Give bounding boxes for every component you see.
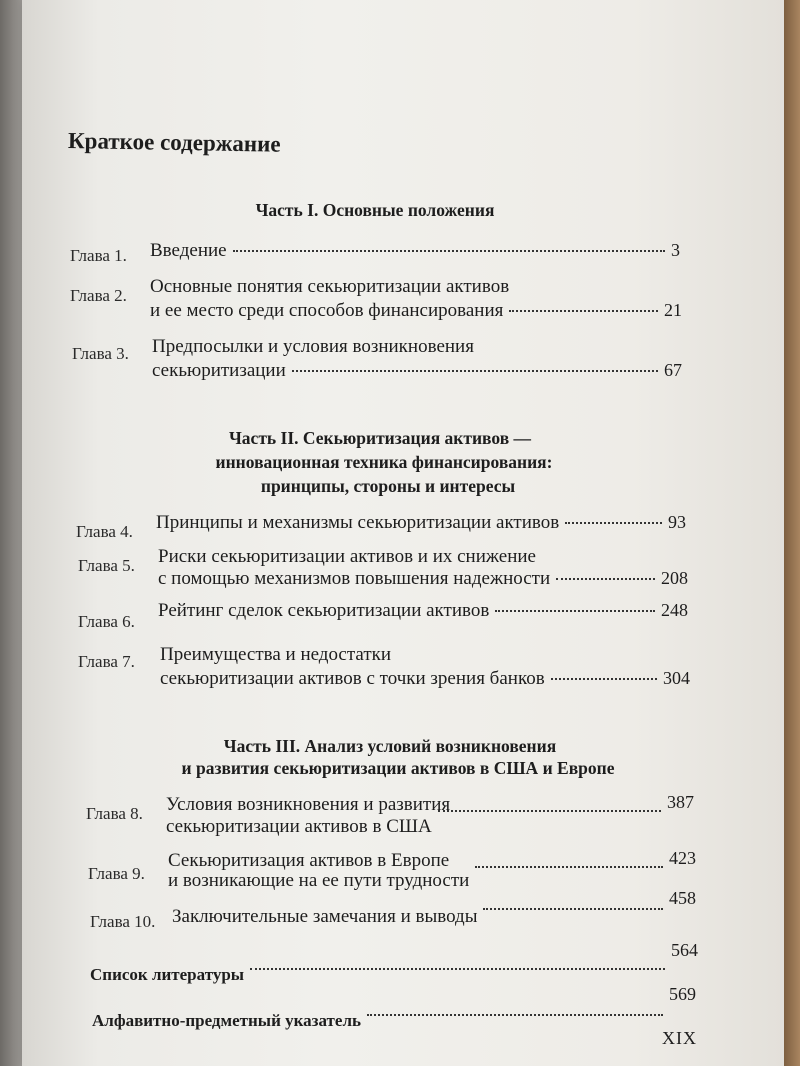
chapter-8-page: 387 bbox=[667, 792, 694, 812]
chapter-3-title-line-1: Предпосылки и условия возникновения bbox=[152, 336, 474, 357]
chapter-1-page: 3 bbox=[671, 240, 680, 260]
chapter-6-label: Глава 6. bbox=[78, 612, 135, 631]
part-3-title-line-2: и развития секьюритизации активов в США и Европе bbox=[181, 758, 615, 778]
bibliography-title: Список литературы bbox=[90, 965, 245, 984]
chapter-5-title-line-2: с помощью механизмов повышения надежности bbox=[158, 568, 551, 589]
chapter-7-title-line-1: Преимущества и недостатки bbox=[160, 644, 392, 665]
chapter-8-title-line-1: Условия возникновения и развития bbox=[166, 794, 451, 815]
leader-dots bbox=[483, 908, 663, 910]
chapter-8-title-line-2: секьюритизации активов в США bbox=[166, 816, 432, 837]
chapter-2-title-line-1: Основные понятия секьюритизации активов bbox=[150, 276, 510, 297]
part-2-title-line-2: инновационная техника финансирования: bbox=[215, 452, 553, 472]
chapter-1-entry[interactable] bbox=[150, 240, 680, 262]
chapter-7-label: Глава 7. bbox=[78, 652, 135, 671]
toc-title: Краткое содержание bbox=[67, 128, 281, 157]
chapter-7-title-line-2: секьюритизации активов с точки зрения банков bbox=[160, 668, 545, 689]
chapter-5-page: 208 bbox=[661, 568, 688, 588]
chapter-1-title: Введение bbox=[150, 240, 227, 261]
chapter-5-title-line-1: Риски секьюритизации активов и их снижение bbox=[158, 546, 536, 567]
index-title: Алфавитно-предметный указатель bbox=[92, 1011, 361, 1030]
leader-dots bbox=[509, 310, 658, 312]
part-3-title-line-1: Часть III. Анализ условий возникновения bbox=[223, 736, 557, 756]
chapter-10-label: Глава 10. bbox=[90, 912, 156, 931]
chapter-9-label: Глава 9. bbox=[88, 864, 145, 883]
page-number: XIX bbox=[662, 1028, 697, 1048]
leader-dots bbox=[551, 678, 657, 680]
chapter-4-label: Глава 4. bbox=[76, 522, 133, 541]
part-2-title-line-1: Часть II. Секьюритизация активов — bbox=[228, 428, 532, 448]
chapter-5-label: Глава 5. bbox=[78, 556, 135, 575]
index-page: 569 bbox=[669, 984, 696, 1004]
leader-dots bbox=[292, 370, 658, 372]
chapter-8-label: Глава 8. bbox=[86, 804, 143, 823]
chapter-3-title-line-2: секьюритизации bbox=[152, 360, 286, 381]
part-2-title-line-3: принципы, стороны и интересы bbox=[260, 476, 516, 496]
chapter-9-title-line-2: и возникающие на ее пути трудности bbox=[168, 870, 470, 891]
chapter-9-page: 423 bbox=[669, 848, 696, 868]
chapter-3-entry[interactable] bbox=[152, 360, 682, 382]
chapter-2-title-line-2: и ее место среди способов финансирования bbox=[150, 300, 504, 321]
index-entry[interactable] bbox=[92, 984, 696, 1030]
chapter-2-entry[interactable] bbox=[150, 300, 682, 322]
chapter-2-label: Глава 2. bbox=[70, 286, 127, 305]
leader-dots bbox=[367, 1014, 663, 1016]
leader-dots bbox=[250, 968, 665, 970]
leader-dots bbox=[556, 578, 655, 580]
chapter-7-page: 304 bbox=[663, 668, 690, 688]
chapter-3-label: Глава 3. bbox=[72, 344, 129, 363]
chapter-5-entry[interactable] bbox=[158, 568, 688, 590]
chapter-10-entry[interactable] bbox=[172, 888, 696, 927]
leader-dots bbox=[475, 866, 663, 868]
chapter-9-title-line-1: Секьюритизация активов в Европе bbox=[168, 850, 450, 871]
chapter-10-title: Заключительные замечания и выводы bbox=[172, 906, 478, 927]
bibliography-entry[interactable] bbox=[90, 940, 698, 984]
leader-dots bbox=[233, 250, 665, 252]
part-1-title: Часть I. Основные положения bbox=[255, 200, 495, 220]
leader-dots bbox=[438, 810, 661, 812]
chapter-1-label: Глава 1. bbox=[70, 246, 127, 265]
chapter-10-page: 458 bbox=[669, 888, 696, 908]
leader-dots bbox=[565, 522, 662, 524]
leader-dots bbox=[495, 610, 655, 612]
chapter-6-entry[interactable] bbox=[158, 600, 688, 622]
chapter-6-page: 248 bbox=[661, 600, 688, 620]
chapter-4-title: Принципы и механизмы секьюритизации активов bbox=[156, 512, 560, 533]
chapter-7-entry[interactable] bbox=[160, 668, 690, 690]
chapter-4-page: 93 bbox=[668, 512, 686, 532]
chapter-4-entry[interactable] bbox=[156, 512, 686, 534]
bibliography-page: 564 bbox=[671, 940, 698, 960]
chapter-6-title: Рейтинг сделок секьюритизации активов bbox=[158, 600, 490, 621]
chapter-3-page: 67 bbox=[664, 360, 682, 380]
chapter-2-page: 21 bbox=[664, 300, 682, 320]
